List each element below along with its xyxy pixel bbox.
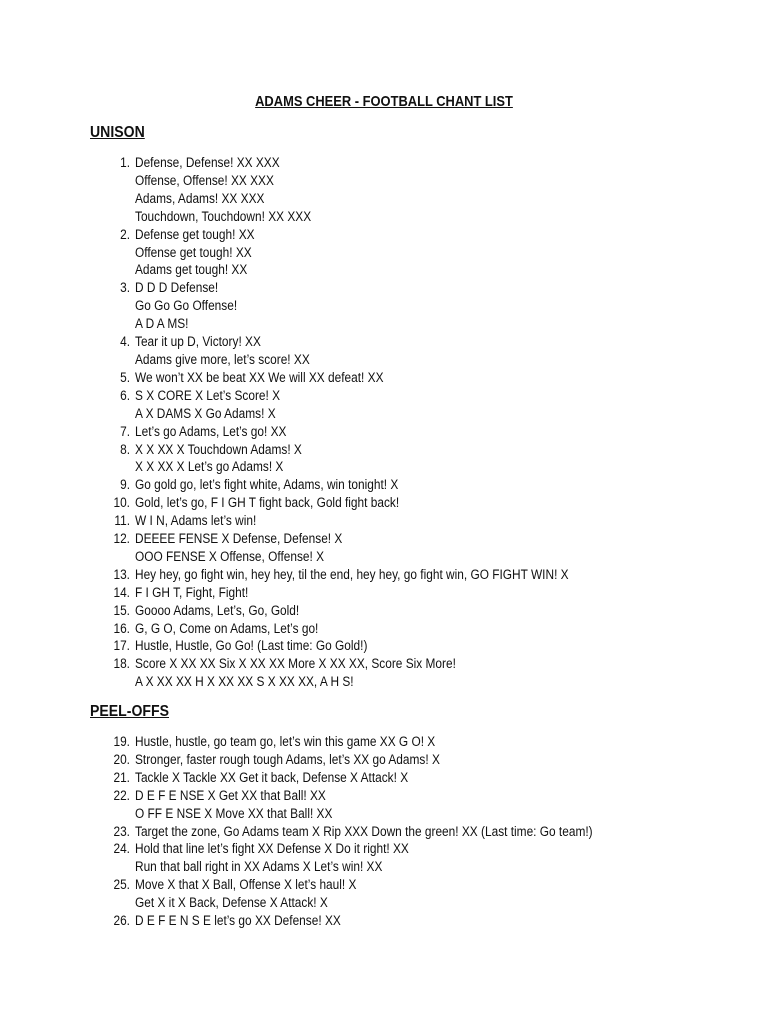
chant-line: O FF E NSE X Move XX that Ball! XX [135, 805, 333, 821]
chant-number: 17. [113, 638, 130, 654]
chant-line: Adams, Adams! XX XXX [135, 190, 265, 206]
chant-number: 22. [113, 787, 130, 803]
chant-item [0, 333, 493, 369]
chant-text [135, 876, 593, 912]
chant-line: A D A MS! [135, 316, 189, 332]
chant-item [0, 876, 520, 912]
chant-line: Go Go Go Offense! [135, 298, 238, 314]
chant-number: 18. [113, 656, 130, 672]
section-heading-unison: UNISON [90, 124, 145, 141]
chant-text [135, 840, 593, 876]
chant-list-unison [0, 154, 569, 691]
chant-number: 4. [120, 334, 130, 350]
chant-line: Hey hey, go fight win, hey hey, til the end, hey hey, go fight win, GO FIGHT WIN! X [135, 566, 569, 582]
document-title: ADAMS CHEER - FOOTBALL CHANT LIST [255, 93, 513, 110]
chant-line: Hustle, Hustle, Go Go! (Last time: Go Gold!) [135, 638, 368, 654]
chant-line: Tackle X Tackle XX Get it back, Defense X Attack! X [135, 769, 409, 785]
chant-text [135, 512, 569, 530]
chant-item [0, 733, 520, 751]
chant-number: 11. [114, 513, 130, 529]
chant-text [135, 769, 593, 787]
chant-number: 19. [113, 734, 130, 749]
chant-text [135, 733, 593, 751]
chant-line: Let’s go Adams, Let’s go! XX [135, 423, 287, 439]
chant-line: Target the zone, Go Adams team X Rip XXX Down the green! XX (Last time: Go team!) [135, 823, 593, 839]
chant-number: 20. [113, 751, 130, 767]
chant-number: 10. [113, 495, 130, 511]
chant-line: Offense get tough! XX [135, 244, 252, 260]
chant-item [0, 369, 493, 387]
chant-number: 15. [113, 602, 130, 618]
chant-line: X X XX X Let’s go Adams! X [135, 459, 284, 475]
chant-text [135, 637, 569, 655]
chant-text [135, 751, 593, 769]
chant-number: 9. [120, 477, 130, 493]
chant-number: 23. [113, 823, 130, 839]
chant-item [0, 279, 493, 333]
chant-text [135, 823, 593, 841]
chant-item [0, 476, 493, 494]
chant-item [0, 620, 493, 638]
chant-item [0, 530, 493, 566]
chant-line: Goooo Adams, Let’s, Go, Gold! [135, 602, 300, 618]
chant-number: 5. [120, 369, 130, 385]
chant-item [0, 637, 493, 655]
chant-line: Go gold go, let’s fight white, Adams, win tonight! X [135, 477, 399, 493]
chant-text [135, 476, 569, 494]
chant-number: 7. [120, 423, 130, 439]
chant-line: Score X XX XX Six X XX XX More X XX XX, Score Six More! [135, 656, 456, 672]
chant-line: Get X it X Back, Defense X Attack! X [135, 895, 328, 911]
chant-text [135, 226, 569, 280]
chant-text [135, 279, 569, 333]
chant-number: 12. [113, 531, 130, 547]
chant-line: S X CORE X Let’s Score! X [135, 387, 281, 403]
chant-line: OOO FENSE X Offense, Offense! X [135, 548, 325, 564]
chant-item [0, 494, 493, 512]
chant-line: Defense get tough! XX [135, 226, 255, 242]
chant-line: X X XX X Touchdown Adams! X [135, 441, 302, 457]
chant-line: We won’t XX be beat XX We will XX defeat! XX [135, 369, 384, 385]
chant-text [135, 333, 569, 369]
chant-line: A X DAMS X Go Adams! X [135, 405, 276, 421]
chant-number: 26. [113, 913, 130, 929]
chant-item [0, 823, 593, 841]
chant-number: 25. [113, 877, 130, 893]
chant-text [135, 423, 569, 441]
chant-list-peel-offs [0, 733, 593, 930]
chant-text [135, 655, 569, 691]
chant-text [135, 369, 569, 387]
chant-number: 2. [120, 226, 130, 242]
chant-item [0, 387, 493, 423]
chant-text [135, 602, 569, 620]
chant-text [135, 494, 569, 512]
chant-item [0, 441, 493, 477]
chant-text [135, 530, 569, 566]
chant-number: 1. [120, 155, 130, 170]
chant-number: 8. [120, 441, 130, 457]
chant-item [0, 423, 493, 441]
chant-item [0, 566, 569, 584]
chant-line: F I GH T, Fight, Fight! [135, 584, 249, 600]
chant-line: Stronger, faster rough tough Adams, let’s XX go Adams! X [135, 751, 440, 767]
chant-item [0, 912, 520, 930]
chant-line: G, G O, Come on Adams, Let’s go! [135, 620, 319, 636]
chant-text [135, 584, 569, 602]
chant-text [135, 441, 569, 477]
chant-item [0, 769, 520, 787]
chant-text [135, 620, 569, 638]
chant-number: 13. [113, 566, 130, 582]
chant-text [135, 387, 569, 423]
chant-text [135, 154, 569, 226]
chant-number: 14. [113, 584, 130, 600]
chant-text [135, 566, 569, 584]
chant-line: Adams give more, let’s score! XX [135, 351, 310, 367]
chant-item [0, 602, 493, 620]
chant-line: Touchdown, Touchdown! XX XXX [135, 208, 312, 224]
chant-item [0, 226, 493, 280]
chant-line: Tear it up D, Victory! XX [135, 334, 261, 350]
chant-line: D E F E NSE X Get XX that Ball! XX [135, 787, 326, 803]
chant-text [135, 787, 593, 823]
chant-item [0, 154, 493, 226]
section-heading-peel-offs: PEEL-OFFS [90, 703, 170, 720]
chant-item [0, 512, 493, 530]
chant-line: Adams get tough! XX [135, 262, 248, 278]
chant-line: D E F E N S E let’s go XX Defense! XX [135, 913, 341, 929]
chant-item [0, 787, 520, 823]
chant-item [0, 655, 493, 691]
chant-line: D D D Defense! [135, 280, 219, 296]
chant-line: Defense, Defense! XX XXX [135, 155, 280, 170]
chant-line: W I N, Adams let’s win! [135, 513, 257, 529]
chant-number: 21. [113, 769, 130, 785]
chant-number: 3. [120, 280, 130, 296]
chant-line: A X XX XX H X XX XX S X XX XX, A H S! [135, 674, 354, 690]
chant-line: Run that ball right in XX Adams X Let’s win! XX [135, 859, 383, 875]
chant-item [0, 840, 520, 876]
chant-line: Offense, Offense! XX XXX [135, 172, 274, 188]
chant-line: Move X that X Ball, Offense X let’s haul! X [135, 877, 357, 893]
chant-number: 16. [113, 620, 130, 636]
chant-item [0, 751, 520, 769]
chant-text [135, 912, 593, 930]
chant-item [0, 584, 493, 602]
chant-line: DEEEE FENSE X Defense, Defense! X [135, 531, 343, 547]
chant-number: 6. [120, 387, 130, 403]
chant-line: Hold that line let’s fight XX Defense X Do it right! XX [135, 841, 409, 857]
chant-line: Gold, let’s go, F I GH T fight back, Gold fight back! [135, 495, 400, 511]
chant-number: 24. [113, 841, 130, 857]
chant-line: Hustle, hustle, go team go, let’s win this game XX G O! X [135, 734, 436, 749]
